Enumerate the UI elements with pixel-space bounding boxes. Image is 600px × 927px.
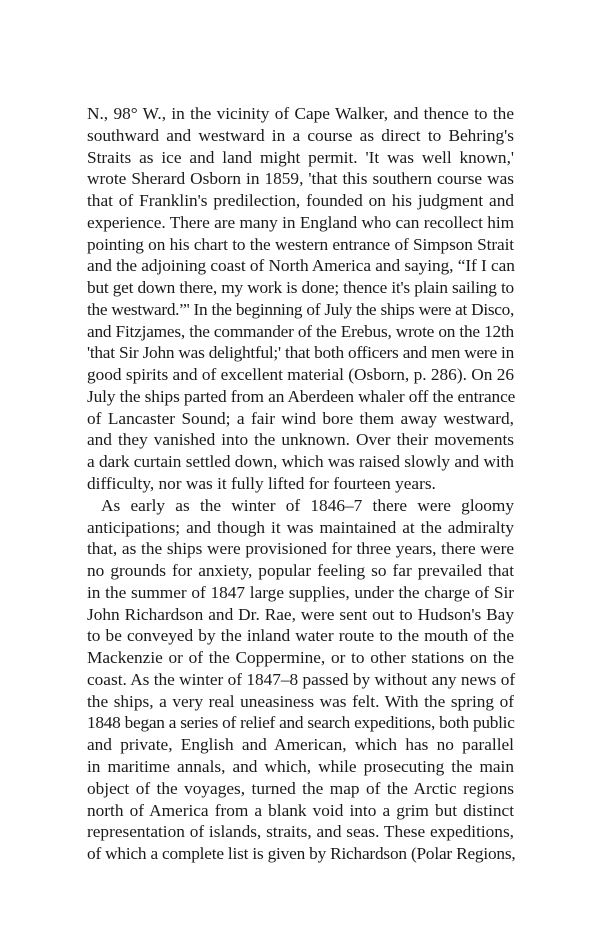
text-line: southward and westward in a course as direct to Behring's bbox=[87, 125, 514, 145]
text-line: good spirits and of excellent material (Osborn, p. 286). On 26 bbox=[87, 365, 514, 385]
text-line: a dark curtain settled down, which was raised slowly and with bbox=[87, 452, 514, 472]
text-line: the westward.”' In the beginning of July the ships were at Disco, bbox=[87, 299, 514, 319]
text-line: N., 98° W., in the vicinity of Cape Walker, and thence to the bbox=[87, 104, 514, 123]
text-line: As early as the winter of 1846–7 there were gloomy bbox=[101, 495, 514, 515]
text-line: Mackenzie or of the Coppermine, or to other stations on the bbox=[87, 648, 514, 668]
text-line: that, as the ships were provisioned for three years, there were bbox=[87, 539, 514, 559]
text-line: in the summer of 1847 large supplies, under the charge of Sir bbox=[87, 582, 514, 602]
text-line: but get down there, my work is done; thence it's plain sailing to bbox=[87, 278, 514, 298]
text-line: 1848 began a series of relief and search expeditions, both public bbox=[87, 713, 515, 733]
text-line: and Fitzjames, the commander of the Erebus, wrote on the 12th bbox=[87, 321, 514, 341]
text-line: and private, English and American, which has no parallel bbox=[87, 735, 514, 755]
paragraph-1 bbox=[87, 103, 514, 495]
text-line: Straits as ice and land might permit. 'It was well known,' bbox=[87, 147, 514, 167]
paragraph-2 bbox=[87, 495, 514, 865]
text-line: July the ships parted from an Aberdeen whaler off the entrance bbox=[87, 386, 516, 406]
text-line: object of the voyages, turned the map of the Arctic regions bbox=[87, 778, 514, 798]
text-line: pointing on his chart to the western entrance of Simpson Strait bbox=[87, 234, 514, 254]
text-line: of which a complete list is given by Richardson (Polar Regions, bbox=[87, 844, 516, 864]
text-line: and the adjoining coast of North America and saying, “If I can bbox=[87, 256, 515, 276]
text-line: experience. There are many in England who can recollect him bbox=[87, 212, 514, 232]
text-line: coast. As the winter of 1847–8 passed by without any news of bbox=[87, 669, 516, 689]
text-line: no grounds for anxiety, popular feeling so far prevailed that bbox=[87, 561, 514, 581]
text-line: north of America from a blank void into a grim but distinct bbox=[87, 800, 514, 820]
text-line: 'that Sir John was delightful;' that both officers and men were in bbox=[87, 343, 514, 363]
text-line: of Lancaster Sound; a fair wind bore them away westward, bbox=[87, 408, 514, 428]
body-text bbox=[87, 103, 514, 865]
text-line: representation of islands, straits, and seas. These expeditions, bbox=[87, 822, 514, 842]
text-line: wrote Sherard Osborn in 1859, 'that this southern course was bbox=[87, 169, 514, 189]
text-line: and they vanished into the unknown. Over their movements bbox=[87, 430, 514, 450]
text-line: in maritime annals, and which, while prosecuting the main bbox=[87, 756, 514, 776]
text-line: difficulty, nor was it fully lifted for fourteen years. bbox=[87, 474, 436, 494]
text-line: John Richardson and Dr. Rae, were sent out to Hudson's Bay bbox=[87, 604, 514, 624]
text-line: to be conveyed by the inland water route to the mouth of the bbox=[87, 626, 514, 646]
text-line: anticipations; and though it was maintained at the admiralty bbox=[87, 517, 514, 537]
text-line: the ships, a very real uneasiness was felt. With the spring of bbox=[87, 691, 514, 711]
text-line: that of Franklin's predilection, founded on his judgment and bbox=[87, 191, 514, 211]
